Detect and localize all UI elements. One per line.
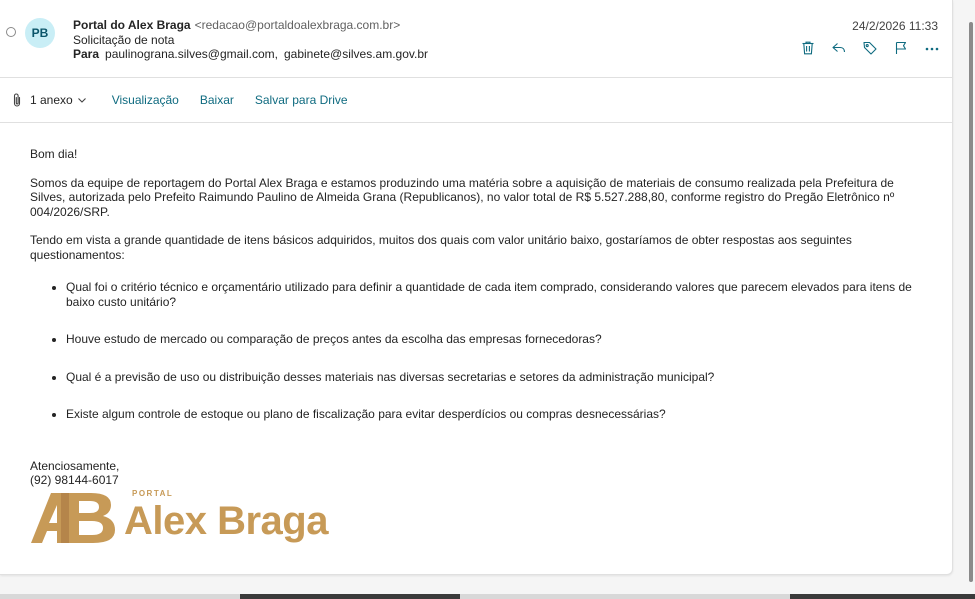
message-actions bbox=[800, 40, 955, 58]
preview-link[interactable]: Visualização bbox=[111, 93, 179, 107]
bottom-strip-segment bbox=[0, 594, 240, 599]
recipient[interactable]: paulinograna.silves@gmail.com, bbox=[105, 47, 278, 61]
body-paragraph: Tendo em vista a grande quantidade de itens básicos adquiridos, muitos dos quais com valor unitário baixo, gostaríamos de obter respostas aos seguintes questionamentos: bbox=[30, 233, 852, 262]
vertical-scrollbar[interactable] bbox=[966, 0, 975, 599]
flag-icon[interactable] bbox=[893, 40, 909, 56]
header-divider bbox=[0, 77, 952, 78]
avatar bbox=[25, 18, 55, 48]
chevron-down-icon[interactable] bbox=[77, 95, 87, 105]
attachment-divider bbox=[0, 122, 952, 123]
download-link[interactable]: Baixar bbox=[199, 93, 234, 107]
recipient[interactable]: gabinete@silves.am.gov.br bbox=[283, 47, 428, 61]
greeting: Bom dia! bbox=[30, 147, 78, 161]
tag-icon[interactable] bbox=[862, 40, 878, 56]
portal-alex-braga-logo bbox=[31, 487, 361, 547]
logo-mark-icon bbox=[31, 491, 117, 543]
sender-line bbox=[73, 18, 400, 32]
recipients-line bbox=[73, 47, 428, 61]
bottom-strip-segment bbox=[460, 594, 790, 599]
attachment-count[interactable]: 1 anexo bbox=[30, 93, 73, 107]
message-body bbox=[30, 147, 920, 445]
bottom-strip bbox=[0, 594, 975, 599]
logo-name-text: Alex Braga bbox=[124, 499, 328, 543]
reply-icon[interactable] bbox=[831, 40, 847, 56]
more-icon[interactable] bbox=[924, 40, 940, 56]
phone-number: (92) 98144-6017 bbox=[30, 473, 119, 487]
signature bbox=[30, 459, 119, 487]
to-label: Para bbox=[73, 47, 100, 61]
question-item: • Existe algum controle de estoque ou plano de fiscalização para evitar desperdícios ou compras desnecessárias? bbox=[66, 407, 920, 422]
trash-icon[interactable] bbox=[800, 40, 816, 56]
body-paragraph: Somos da equipe de reportagem do Portal Alex Braga e estamos produzindo uma matéria sobre a aquisição de materiais de consumo realizada pela Prefeitura de Silves, autorizada pelo Prefeito Raimundo Paulino de Almeida Grana (Republicanos), no valor total de R$ 5.527.288,80, conforme registro do Pregão Eletrônico nº 004/2026/SRP. bbox=[30, 175, 895, 219]
paperclip-icon bbox=[10, 92, 24, 108]
logo-portal-text: PORTAL bbox=[132, 489, 174, 498]
questions-list bbox=[30, 280, 920, 422]
attachment-bar bbox=[10, 91, 369, 109]
question-item: • Qual é a previsão de uso ou distribuição desses materiais nas diversas secretarias e setores da administração municipal? bbox=[66, 370, 920, 385]
sender-email: <redacao@portaldoalexbraga.com.br> bbox=[194, 18, 401, 32]
question-item: • Qual foi o critério técnico e orçamentário utilizado para definir a quantidade de cada item comprado, considerando valores que parecem elevados para itens de baixo custo unitário? bbox=[66, 280, 920, 309]
sender-name[interactable]: Portal do Alex Braga bbox=[73, 18, 191, 32]
message-date: 24/2/2026 11:33 bbox=[852, 19, 938, 33]
save-to-drive-link[interactable]: Salvar para Drive bbox=[254, 93, 348, 107]
select-message-radio[interactable] bbox=[6, 27, 16, 37]
scrollbar-thumb[interactable] bbox=[969, 22, 973, 582]
avatar-initials: PB bbox=[31, 26, 49, 40]
question-item: • Houve estudo de mercado ou comparação de preços antes da escolha das empresas fornecedoras? bbox=[66, 332, 920, 347]
subject: Solicitação de nota bbox=[73, 33, 175, 47]
closing: Atenciosamente, bbox=[30, 459, 120, 473]
